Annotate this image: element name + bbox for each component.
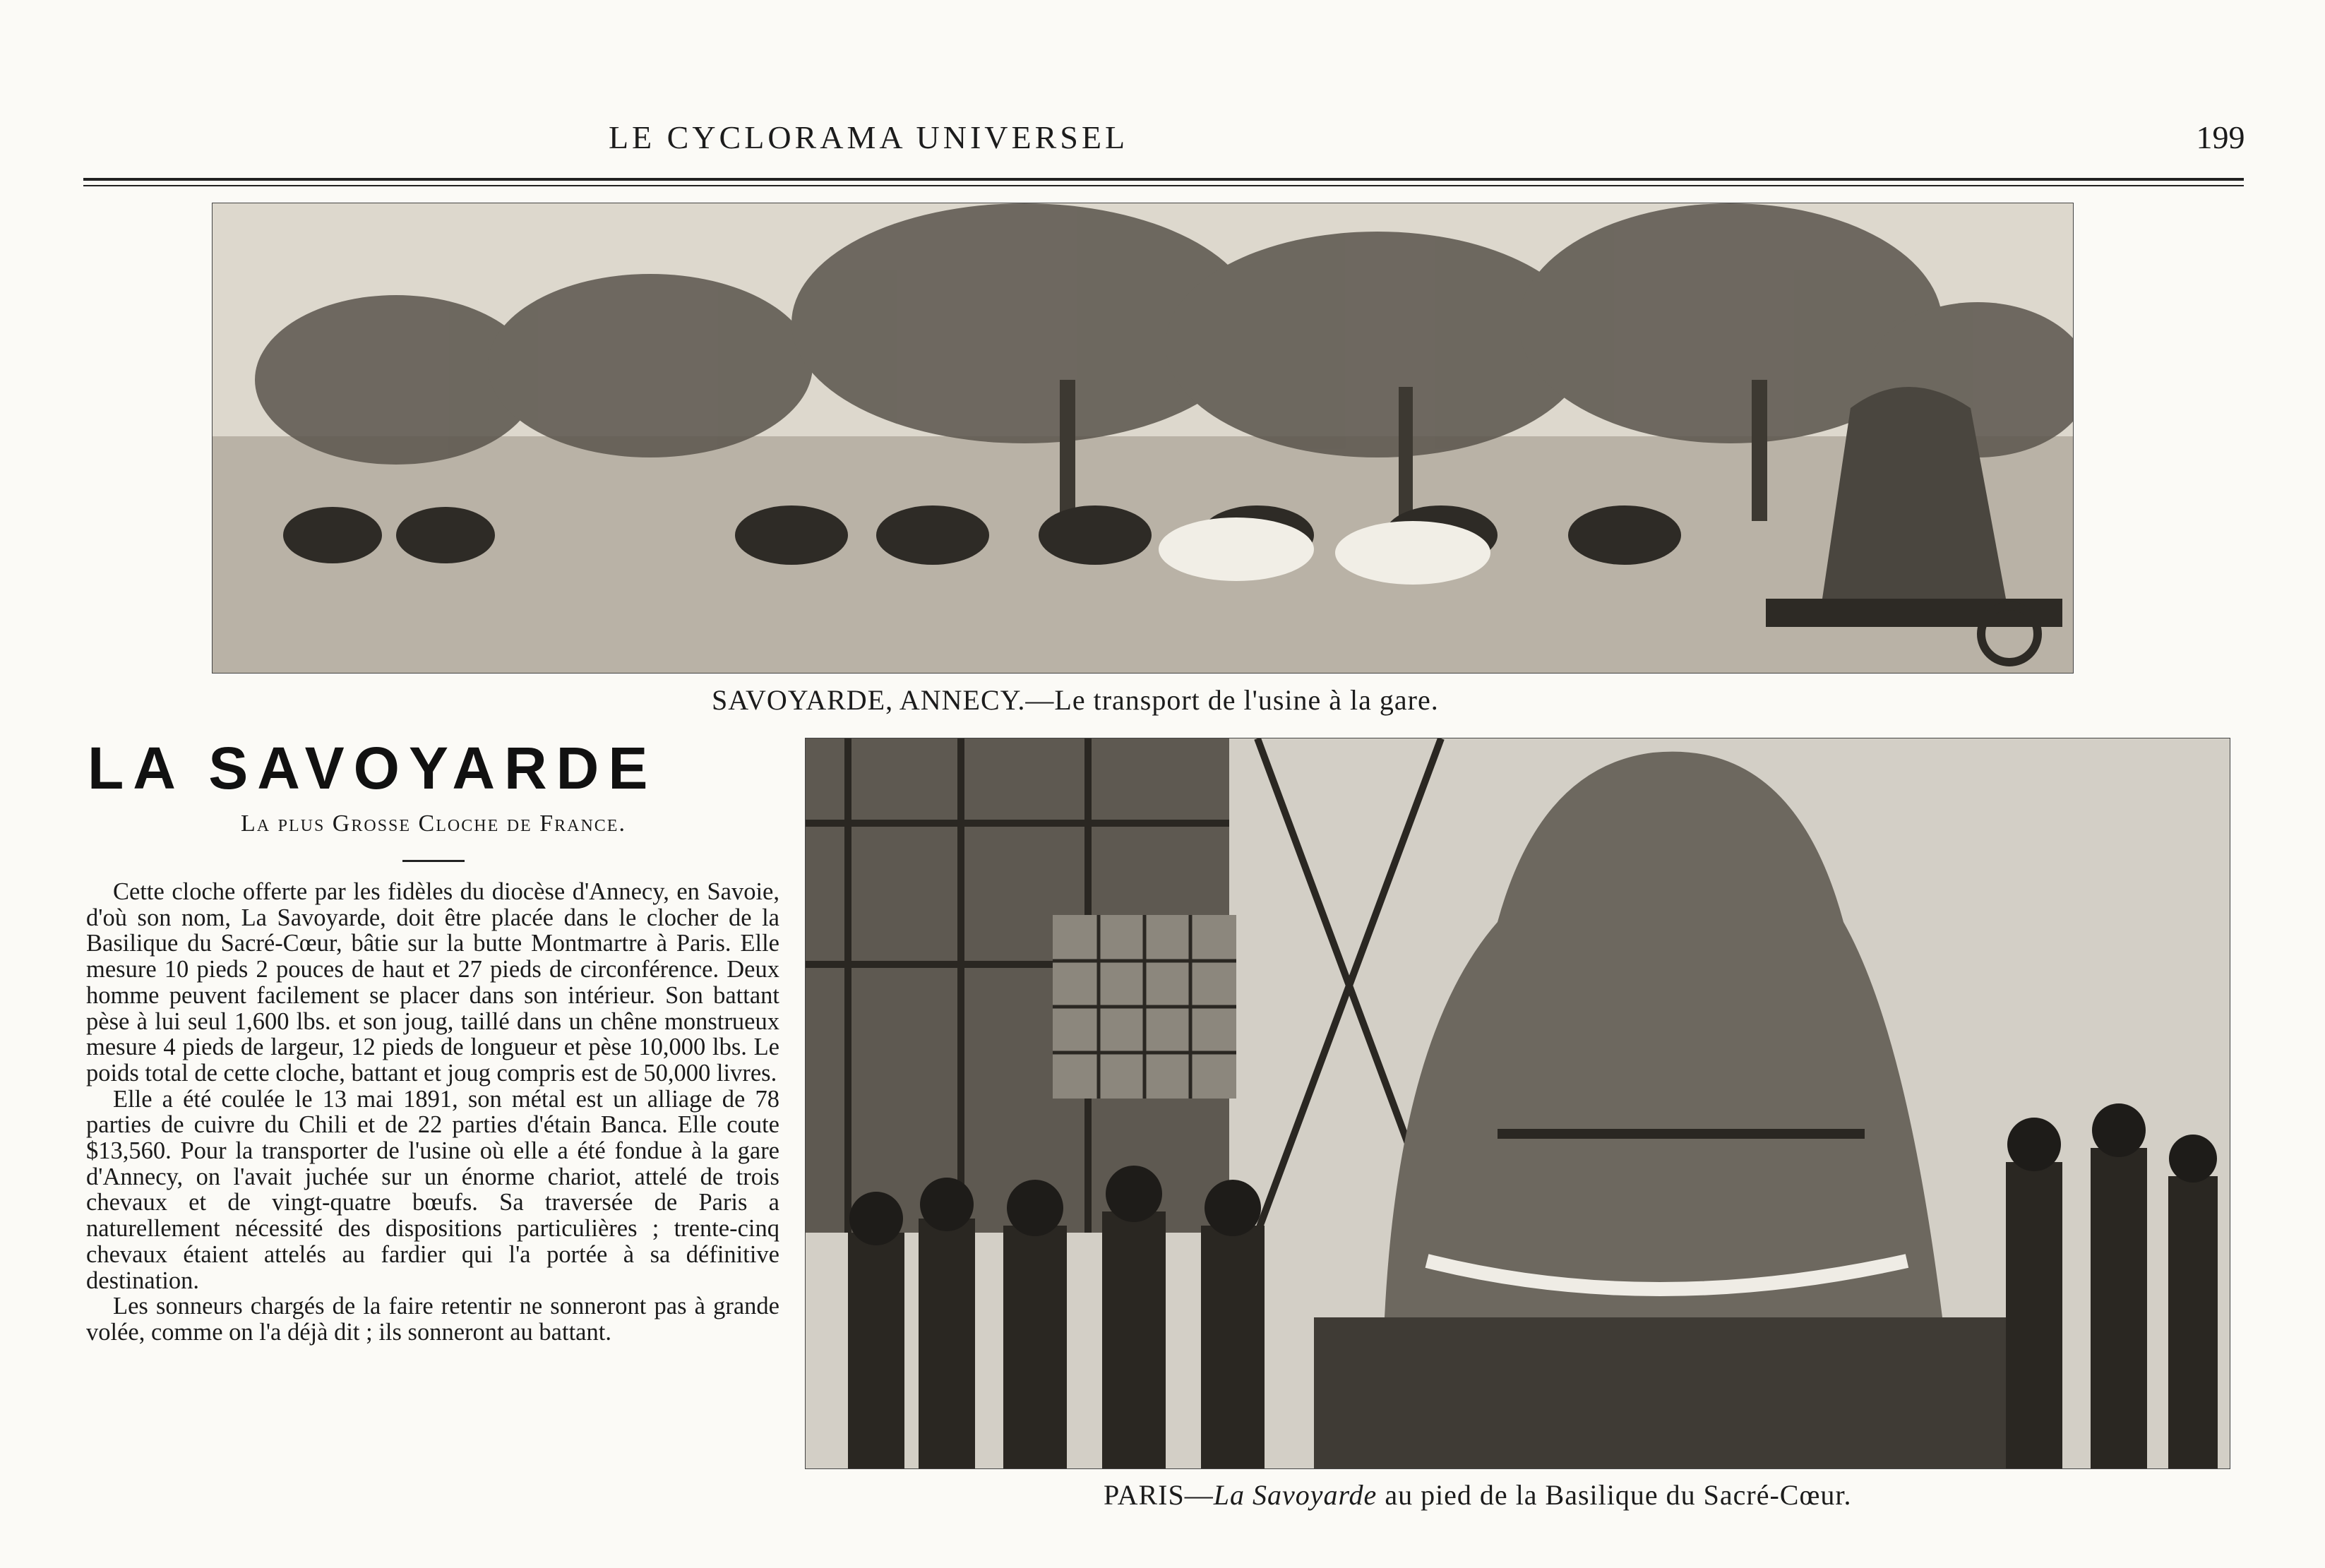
header-rule-thin <box>83 185 2244 186</box>
page-number: 199 <box>2196 119 2245 155</box>
engraving-bell-image <box>806 738 2230 1468</box>
illustration-bell-at-basilica <box>805 738 2230 1469</box>
article-body <box>86 879 779 1346</box>
header-rule-thick <box>83 178 2244 181</box>
subtitle-divider <box>402 860 465 862</box>
article-paragraph: Elle a été coulée le 13 mai 1891, son métal est un alliage de 78 parties de cuivre du Chili et de 22 parties d'étain Banca. Elle coute $13,560. Pour la transporter de l'usine où elle a été fondue à la gare d'Annecy, on l'avait juchée sur un énorme chariot, attelé de trois chevaux et de vingt-quatre bœufs. Sa traversée de Paris a naturellement nécessité des dispositions particulières ; trente-cinq chevaux étaient attelés au fardier qui l'a portée à sa définitive destination. <box>86 1085 779 1294</box>
caption-text: au pied de la Basilique du Sacré-Cœur. <box>1377 1479 1852 1511</box>
article-paragraph: Cette cloche offerte par les fidèles du diocèse d'Annecy, en Savoie, d'où son nom, La Savoyarde, doit être placée dans le clocher de la Basilique du Sacré-Cœur, bâtie sur la butte Montmartre à Paris. Elle mesure 10 pieds 2 pouces de haut et 27 pieds de circonférence. Deux homme peuvent facilement se placer dans son intérieur. Son battant pèse à lui seul 1,600 lbs. et son joug, taillé dans un chêne monstrueux mesure 4 pieds de largeur, 12 pieds de longueur et pèse 10,000 lbs. Le poids total de cette cloche, battant et joug compris est de 50,000 livres. <box>86 878 779 1087</box>
caption-label: PARIS— <box>1104 1479 1214 1511</box>
article-title: LA SAVOYARDE <box>88 735 657 801</box>
engraving-procession-image <box>213 203 2073 673</box>
running-head: LE CYCLORAMA UNIVERSEL <box>608 119 1129 155</box>
caption-bell-transport <box>712 683 1439 717</box>
caption-label: SAVOYARDE, ANNECY. <box>712 684 1026 716</box>
article-paragraph: Les sonneurs chargés de la faire retentir ne sonneront pas à grande volée, comme on l'a déjà dit ; ils sonneront au battant. <box>86 1293 779 1346</box>
article-subtitle: La plus Grosse Cloche de France. <box>241 810 626 837</box>
caption-text: —Le transport de l'usine à la gare. <box>1025 684 1439 716</box>
illustration-bell-transport <box>212 203 2074 674</box>
caption-bell-at-basilica <box>1104 1478 1851 1512</box>
caption-italic-name: La Savoyarde <box>1213 1479 1377 1511</box>
